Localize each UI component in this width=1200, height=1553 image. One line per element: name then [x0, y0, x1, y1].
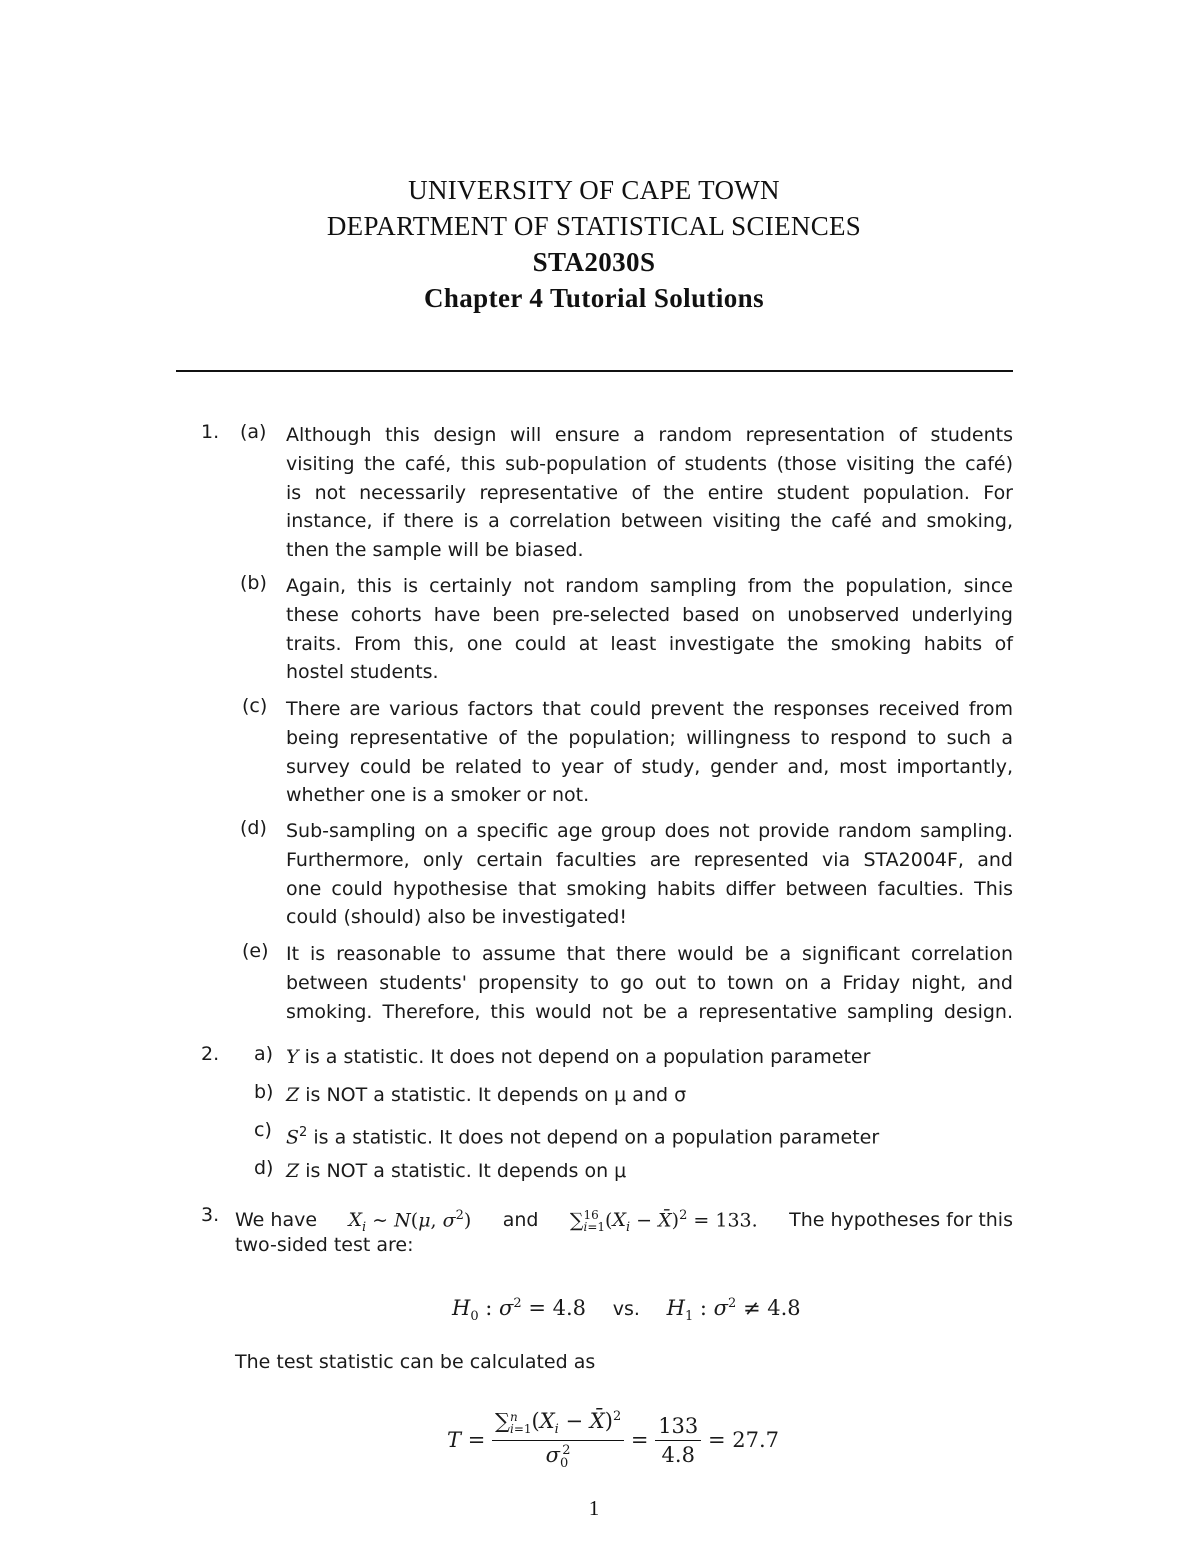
part-b-text: Again, this is certainly not random sampling from the population, since these cohorts have been pre-selected based on unobserved underlying traits. From this, one could at least investigate the smoking habits of hostel students. — [286, 575, 1013, 684]
department-name: DEPARTMENT OF STATISTICAL SCIENCES — [326, 211, 862, 241]
part-label: (d) — [240, 817, 267, 839]
question-number: 1. — [201, 421, 220, 443]
course-code: STA2030S — [532, 247, 656, 277]
q3-intro-line2: two-sided test are: — [235, 1234, 414, 1256]
header-rule — [176, 370, 1013, 372]
test-statistic-formula: T = ∑ n i=1 ($X_i$ − X̄)$^2$ $\sigma_0^2$ = $\frac{133}{4.8}$ = 27.7 — [447, 1409, 779, 1471]
item-label: b) — [254, 1081, 274, 1103]
item-label: d) — [254, 1157, 274, 1179]
question-number: 2. — [201, 1043, 220, 1065]
sum-squares-expr: ∑ 16 i=1 ($X_i$ − X̄)$^2$ = 133. — [569, 1208, 758, 1236]
part-e-text: It is reasonable to assume that there would be a significant correlation between students' propensity to go out to town on a Friday night, and smoking. Therefore, this would not be a representative sampling design. — [286, 943, 1013, 1023]
part-label: (a) — [240, 421, 267, 443]
hypotheses-display: $H_0$ : $\sigma^2 = 4.8$ vs. $H_1$ : $\sigma^2 \ne 4.8$ — [452, 1296, 801, 1325]
item-label: a) — [254, 1043, 274, 1065]
test-statistic-text: The test statistic can be calculated as — [235, 1351, 596, 1373]
document-header — [0, 172, 1188, 316]
part-d-text: Sub-sampling on a specific age group does not provide random sampling. Furthermore, only certain faculties are represented via STA2004F, and one could hypothesise that smoking habits differ between faculties. This could (should) also be investigated! — [286, 820, 1013, 929]
part-c-text: There are various factors that could prevent the responses received from being representative of the population; willingness to respond to such a survey could be related to year of study, gender and, most importantly, whether one is a smoker or not. — [286, 698, 1013, 807]
part-label: (c) — [242, 695, 268, 717]
item-label: c) — [254, 1119, 272, 1141]
item-text: Y is a statistic. It does not depend on a population parameter — [286, 1046, 871, 1068]
part-label: (b) — [240, 572, 267, 594]
distribution-expr: $X_i$ ∼ N(μ, $\sigma^2$) — [348, 1208, 472, 1236]
item-text: $S^2$ is a statistic. It does not depend on a population parameter — [286, 1125, 880, 1149]
document-title: Chapter 4 Tutorial Solutions — [423, 283, 765, 313]
q3-intro-line: We have $X_i$ ∼ N(μ, $\sigma^2$) and ∑ 16 i=1 ($X_i$ − X̄)$^2$ = 133. The hypotheses for this — [235, 1200, 1013, 1244]
question-number: 3. — [201, 1204, 220, 1226]
item-text: Z is NOT a statistic. It depends on μ and σ — [286, 1084, 687, 1106]
part-a-text: Although this design will ensure a random representation of students visiting the café, this sub-population of students (those visiting the café) is not necessarily representative of the entire student population. For instance, if there is a correlation between visiting the café and smoking, then the sample will be biased. — [286, 424, 1013, 562]
university-name: UNIVERSITY OF CAPE TOWN — [408, 175, 780, 205]
page-number: 1 — [588, 1496, 600, 1520]
item-text: Z is NOT a statistic. It depends on μ — [286, 1160, 627, 1182]
part-label: (e) — [242, 940, 269, 962]
